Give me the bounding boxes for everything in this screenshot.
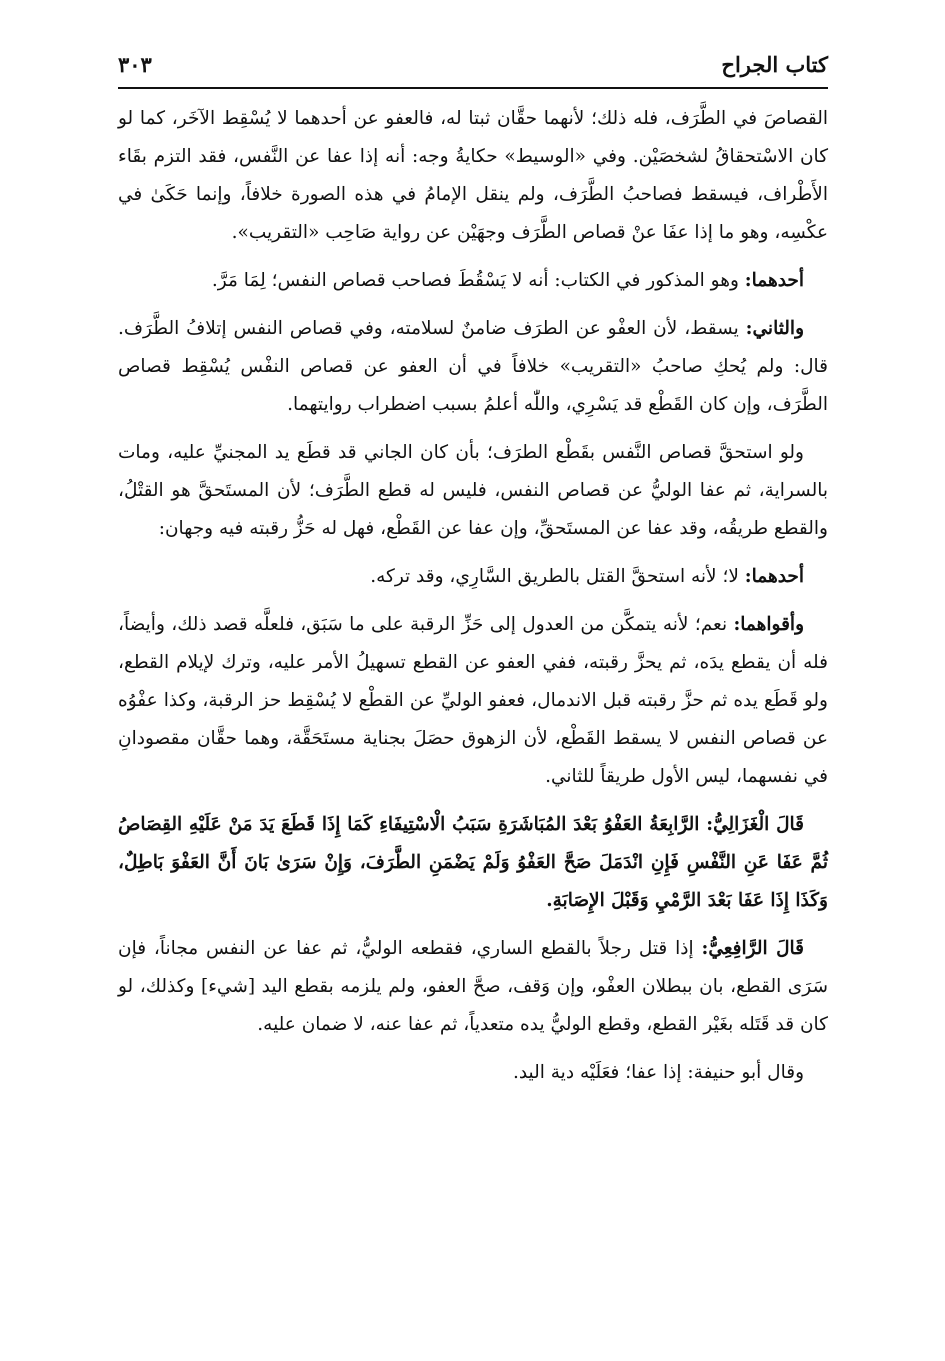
paragraph-4 (118, 434, 828, 548)
paragraph-2 (118, 262, 828, 300)
paragraph-text: إذا قتل رجلاً بالقطع الساري، فقطعه الوليُّ، ثم عفا عن النفس مجاناً، فإن سَرَى القطع، بان ببطلان العفْو، وإن وَقف، صحَّ العفو، ولم يلزمه بقطع اليد [شيء] وكذلك، لو كان قد قَتَله بغَيْر القطع، وقطع الوليُّ يده متعدياً، ثم عفا عنه، لا ضمان عليه. (118, 938, 828, 1035)
paragraph-5 (118, 558, 828, 596)
paragraph-9 (118, 1054, 828, 1092)
paragraph-8-rafii (118, 930, 828, 1044)
running-title: كتاب الجراح (721, 52, 828, 77)
paragraph-3 (118, 310, 828, 424)
page-body (118, 100, 828, 1102)
paragraph-text: وهو المذكور في الكتاب: أنه لا يَسْقُطَ فصاحب قصاص النفس؛ لِمَا مَرَّ. (211, 270, 745, 291)
paragraph-label: وأقواهما: (733, 614, 804, 635)
paragraph-text: القصاصَ في الطَّرَف، فله ذلك؛ لأنهما حقَّان ثبتا له، فالعفو عن أحدهما لا يُسْقِط الآخَر، كما لو كان الاسْتحقاقُ لشخصَيْن. وفي «الوسيط» حكايةُ وجه: أنه إذا عفا عن النَّفس، فقد التزم بقَاء الأَطْراف، فيسقط فصاحبُ الطَّرَف، ولم ينقل الإمامُ في هذه الصورة خلافاً، وإنما حَكَىٰ في عكْسِه، وهو ما إذا عفَا عنْ قصاص الطَّرَف وجهَيْن عن رواية صَاحِب «التقريب». (118, 108, 828, 243)
paragraph-6 (118, 606, 828, 796)
paragraph-label: أحدهما: (744, 566, 804, 587)
paragraph-label: قَالَ الرَّافِعِيُّ: (701, 938, 804, 959)
paragraph-text: لا؛ لأنه استحقَّ القتل بالطريق السَّارِي، وقد تركه. (370, 566, 745, 587)
paragraph-text: ولو استحقَّ قصاص النَّفس بقَطْع الطرَف؛ بأن كان الجاني قد قطَع يد المجنيِّ عليه، ومات بالسراية، ثم عفا الوليُّ عن قصاص النفس، فليس له قطع الطَّرَف؛ لأن المستَحقَّ هو القتْلُ، والقطع طريقُه، وقد عفا عن المستَحقِّ، وإن عفا عن القَطْع، فهل له حَزُّ رقبته فيه وجهان: (118, 442, 828, 539)
paragraph-text: وقال أبو حنيفة: إذا عفا؛ فعَلَيْه دية اليد. (512, 1062, 804, 1083)
header-rule (118, 87, 828, 89)
paragraph-1 (118, 100, 828, 252)
paragraph-text: يسقط، لأن العفْو عن الطرَف ضامنٌ لسلامته، وفي قصاص النفس إتلافُ الطَّرَف. قال: ولم يُحكِ صاحبُ «التقريب» خلافاً في أن العفو عن قصاص النفْس يُسْقِط قصاص الطَّرَف، وإن كان القَطْع قد يَسْرِي، واللّٰه أعلمُ بسبب اضطراب روايتهما. (118, 318, 828, 415)
paragraph-label: والثاني: (745, 318, 804, 339)
paragraph-text: الرَّابِعَةُ العَفْوُ بَعْدَ المُبَاشَرَةِ سَبَبُ الْاسْتِيفَاءِ كَمَا إِذَا قَطَعَ يَدَ مَنْ عَلَيْهِ القِصَاصُ ثُمَّ عَفَا عَنِ النَّفْسِ فَإِنِ انْدَمَلَ صَحَّ العَفْوُ وَلَمْ يَضْمَنِ الطَّرَفَ، وَإِنْ سَرَىٰ بَانَ أَنَّ العَفْوَ بَاطِلٌ، وَكَذَا إِذَا عَفَا بَعْدَ الرَّمْيِ وَقَبْلَ الإِصَابَةِ. (118, 814, 828, 911)
paragraph-text: نعم؛ لأنه يتمكَّن من العدول إلى حَزِّ الرقبة على ما سَبَق، فلعلَّه قصد ذلك، وأيضاً، فله أن يقطع يدَه، ثم يحزَّ رقبته، ففي العفو عن القطع تسهيلُ الأمر عليه، وترك لإيلام القطع، ولو قَطَع يده ثم حزَّ رقبته قبل الاندمال، فعفو الوليِّ عن القطْع لا يُسْقِط حز الرقبة، وكذا عفْوُه عن قصاص النفس لا يسقط القَطْع، لأن الزهوق حصَلَ بجناية مستَحَقَّة، وهما حقَّان مقصودانِ في نفسهما، ليس الأول طريقاً للثاني. (118, 614, 828, 787)
paragraph-label: أحدهما: (744, 270, 804, 291)
paragraph-7-ghazali (118, 806, 828, 920)
page-number: ٣٠٣ (118, 52, 152, 77)
page-header (118, 50, 828, 84)
paragraph-label: قَالَ الْغَزَالِيُّ: (706, 814, 805, 835)
